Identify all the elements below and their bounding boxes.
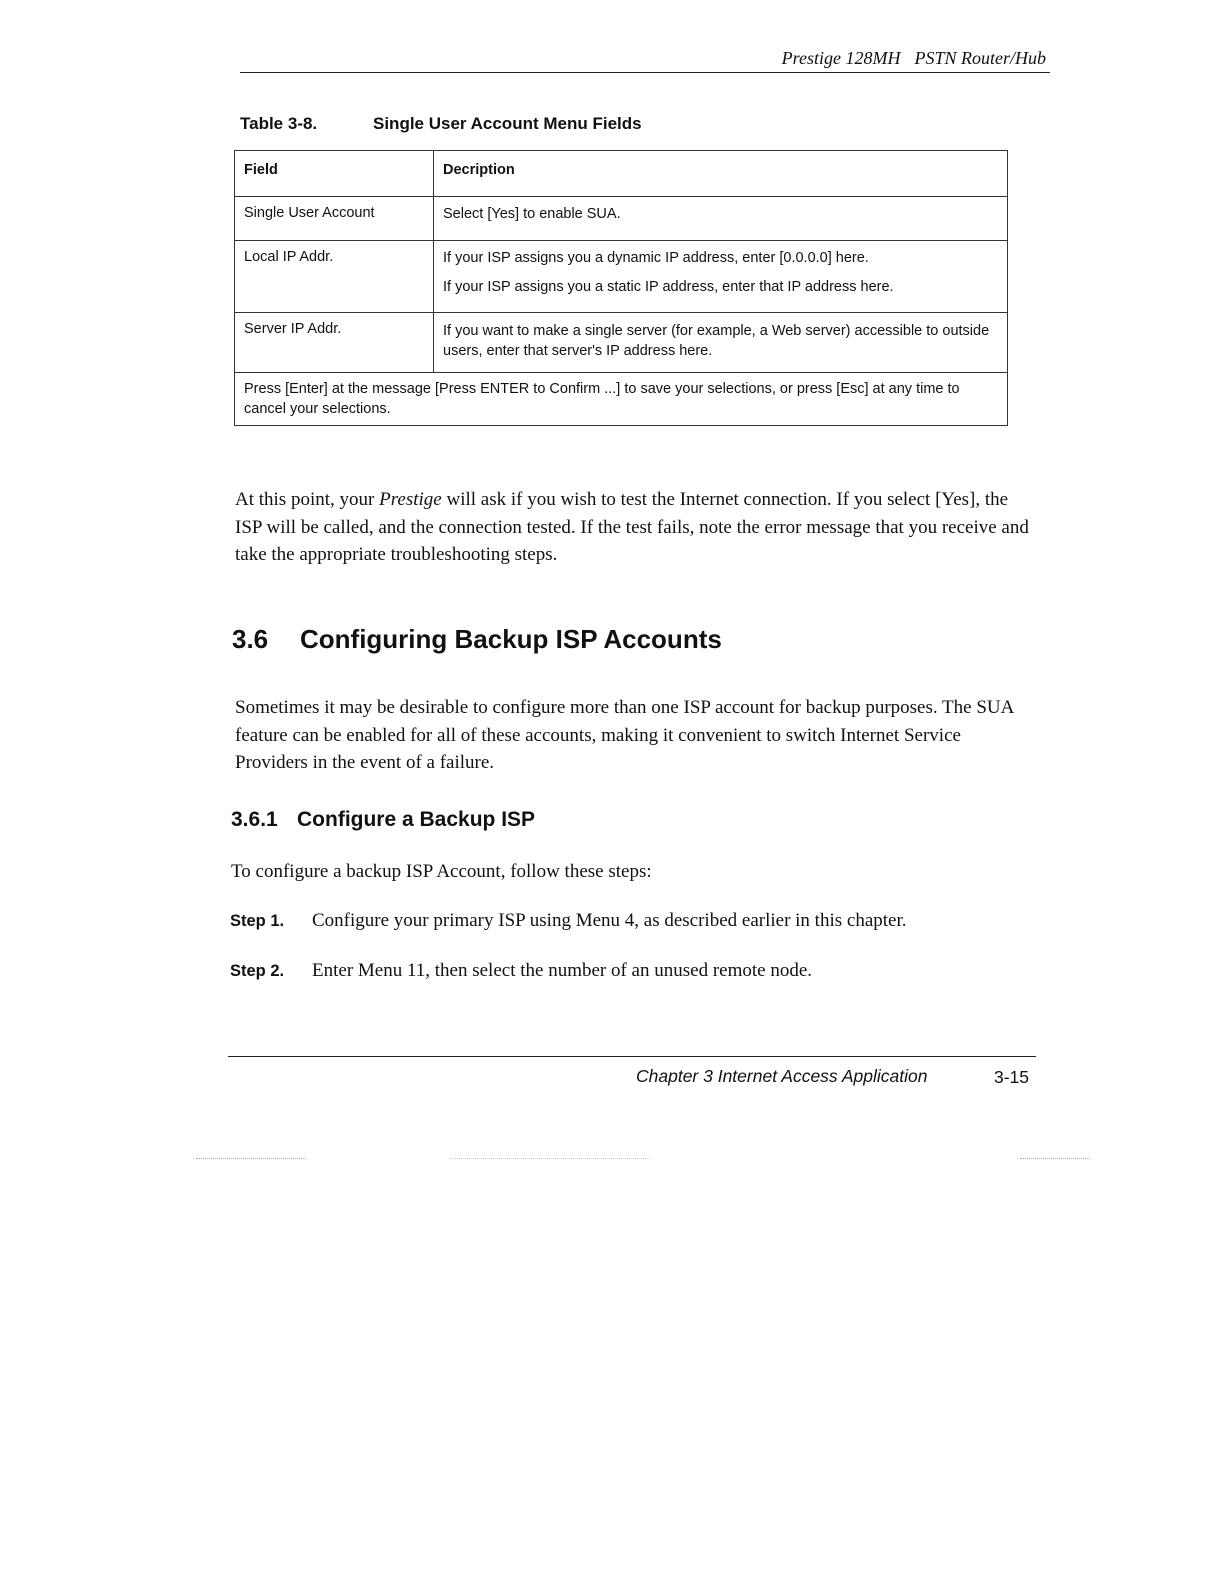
column-header-field: Field [235, 151, 434, 197]
subsection-number: 3.6.1 [231, 808, 278, 831]
description-text: If your ISP assigns you a static IP address, enter that IP address here. [443, 279, 894, 295]
step-text: Enter Menu 11, then select the number of an unused remote node. [312, 960, 813, 981]
header-product: Prestige 128MH [781, 48, 901, 68]
scan-artifact [1020, 1158, 1090, 1159]
subsection-heading [231, 808, 536, 832]
paragraph-text: will ask if you wish to test the Internet connection. If you select [Yes], the ISP will be called, and the connection tested. If the test fails, note the error message that you receive and take the appropriate troubleshooting steps. [235, 489, 1029, 565]
field-cell: Server IP Addr. [235, 313, 434, 373]
product-name: Prestige [379, 489, 442, 510]
description-text: If you want to make a single server (for example, a Web server) accessible to outside users, enter that server's IP address here. [443, 323, 990, 359]
step-item [230, 960, 813, 982]
table-caption-title: Single User Account Menu Fields [373, 114, 642, 133]
description-cell [434, 197, 1008, 241]
paragraph-backup: Sometimes it may be desirable to configure more than one ISP account for backup purposes. The SUA feature can be enabled for all of these accounts, making it convenient to switch Internet Service Providers in the event of a failure. [235, 697, 1014, 773]
table-caption [240, 114, 642, 134]
header-rule [240, 72, 1050, 73]
subsection-title: Configure a Backup ISP [297, 808, 536, 831]
table-note: Press [Enter] at the message [Press ENTER to Confirm ...] to save your selections, or press [Esc] at any time to cancel your selections. [235, 373, 1008, 426]
description-cell [434, 313, 1008, 373]
description-cell [434, 241, 1008, 313]
fields-table [234, 150, 1008, 426]
table-header-row [235, 151, 1008, 197]
step-label: Step 2. [230, 962, 285, 980]
field-cell: Single User Account [235, 197, 434, 241]
table-row [235, 197, 1008, 241]
step-item [230, 910, 907, 932]
step-label: Step 1. [230, 912, 285, 930]
column-header-description: Decription [434, 151, 1008, 197]
table-row [235, 313, 1008, 373]
field-cell: Local IP Addr. [235, 241, 434, 313]
section-number: 3.6 [232, 624, 269, 654]
footer-rule [228, 1056, 1036, 1057]
description-text: Select [Yes] to enable SUA. [443, 206, 621, 222]
step-text: Configure your primary ISP using Menu 4, as described earlier in this chapter. [312, 910, 907, 931]
page-number: 3-15 [994, 1067, 1030, 1087]
table-note-row [235, 373, 1008, 426]
section-title: Configuring Backup ISP Accounts [300, 624, 722, 654]
paragraph-steps-intro: To configure a backup ISP Account, follow these steps: [231, 861, 652, 882]
footer-chapter: Chapter 3 Internet Access Application [636, 1066, 928, 1086]
paragraph-intro [235, 486, 1035, 569]
table-row [235, 241, 1008, 313]
scan-artifact [196, 1158, 306, 1159]
header-subtitle: PSTN Router/Hub [914, 48, 1046, 68]
table-caption-number: Table 3-8. [240, 114, 318, 133]
section-heading [232, 624, 722, 655]
running-header [782, 48, 1046, 69]
paragraph-text: At this point, your [235, 489, 380, 510]
description-text: If your ISP assigns you a dynamic IP address, enter [0.0.0.0] here. [443, 250, 869, 266]
scan-artifact [450, 1158, 650, 1159]
